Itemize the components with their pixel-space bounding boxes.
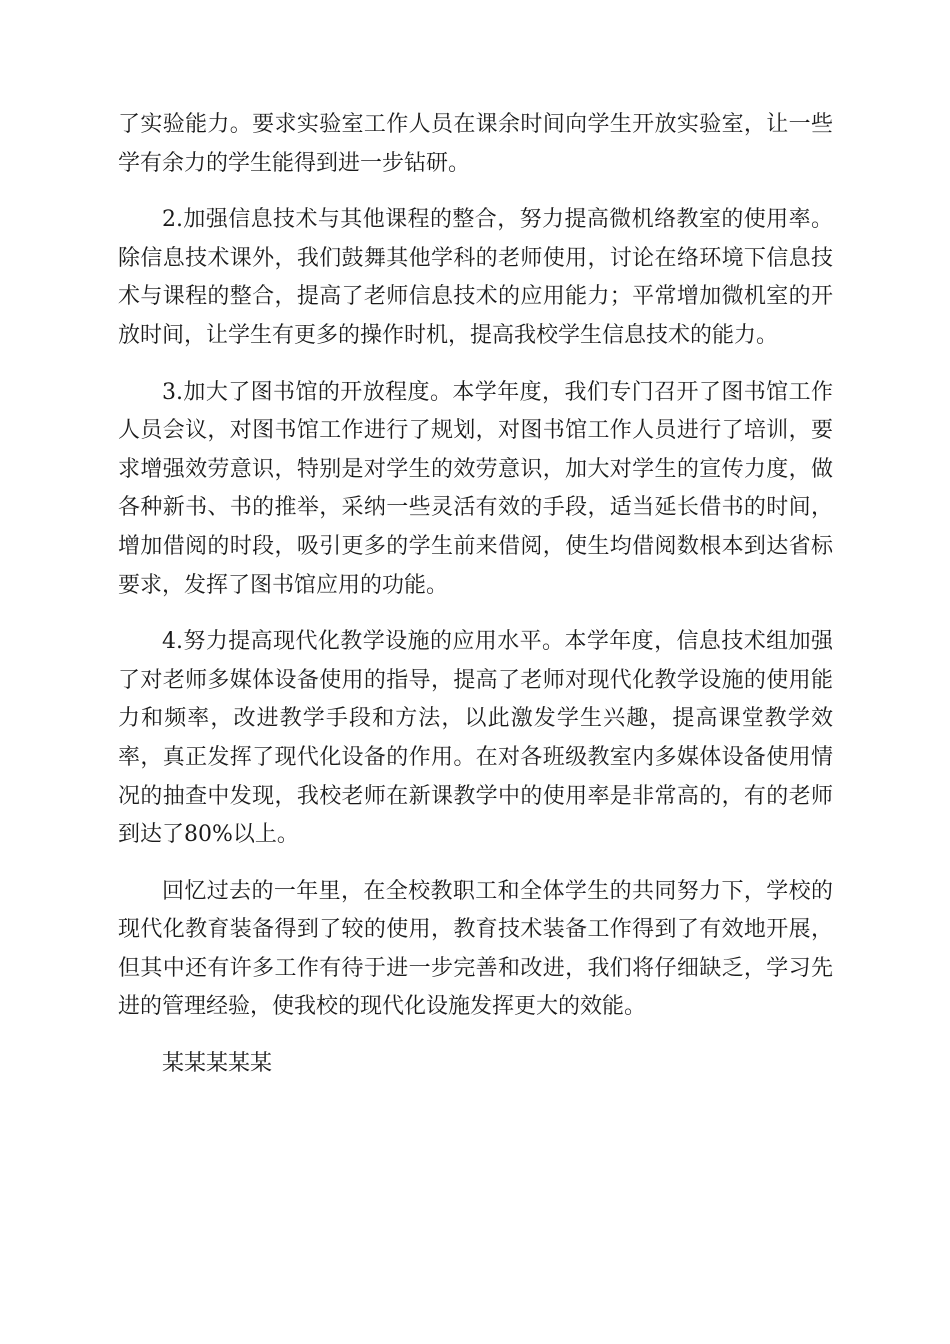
document-body xyxy=(118,106,833,1084)
paragraph-item-3: 3.加大了图书馆的开放程度。本学年度，我们专门召开了图书馆工作人员会议，对图书馆工作进行了规划，对图书馆工作人员进行了培训，要求增强效劳意识，特别是对学生的效劳意识，加大对学生的宣传力度，做各种新书、书的推举，采纳一些灵活有效的手段，适当延长借书的时间，增加借阅的时段，吸引更多的学生前来借阅，使生均借阅数根本到达省标要求，发挥了图书馆应用的功能。 xyxy=(118,379,833,598)
signature: 某某某某某 xyxy=(162,1051,273,1077)
paragraph-conclusion: 回忆过去的一年里，在全校教职工和全体学生的共同努力下，学校的现代化教育装备得到了较的使用，教育技术装备工作得到了有效地开展，但其中还有许多工作有待于进一步完善和改进，我们将仔细缺乏，学习先进的管理经验，使我校的现代化设施发挥更大的效能。 xyxy=(118,878,833,1020)
paragraph-item-2: 2.加强信息技术与其他课程的整合，努力提高微机络教室的使用率。除信息技术课外，我们鼓舞其他学科的老师使用，讨论在络环境下信息技术与课程的整合，提高了老师信息技术的应用能力；平常增加微机室的开放时间，让学生有更多的操作时机，提高我校学生信息技术的能力。 xyxy=(118,207,833,348)
paragraph-item-4: 4.努力提高现代化教学设施的应用水平。本学年度，信息技术组加强了对老师多媒体设备使用的指导，提高了老师对现代化教学设施的使用能力和频率，改进教学手段和方法，以此激发学生兴趣，提高课堂教学效率，真正发挥了现代化设备的作用。在对各班级教室内多媒体设备使用情况的抽查中发现，我校老师在新课教学中的使用率是非常高的，有的老师到达了80%以上。 xyxy=(118,629,833,848)
paragraph-continuation: 了实验能力。要求实验室工作人员在课余时间向学生开放实验室，让一些学有余力的学生能得到进一步钻研。 xyxy=(118,112,833,176)
